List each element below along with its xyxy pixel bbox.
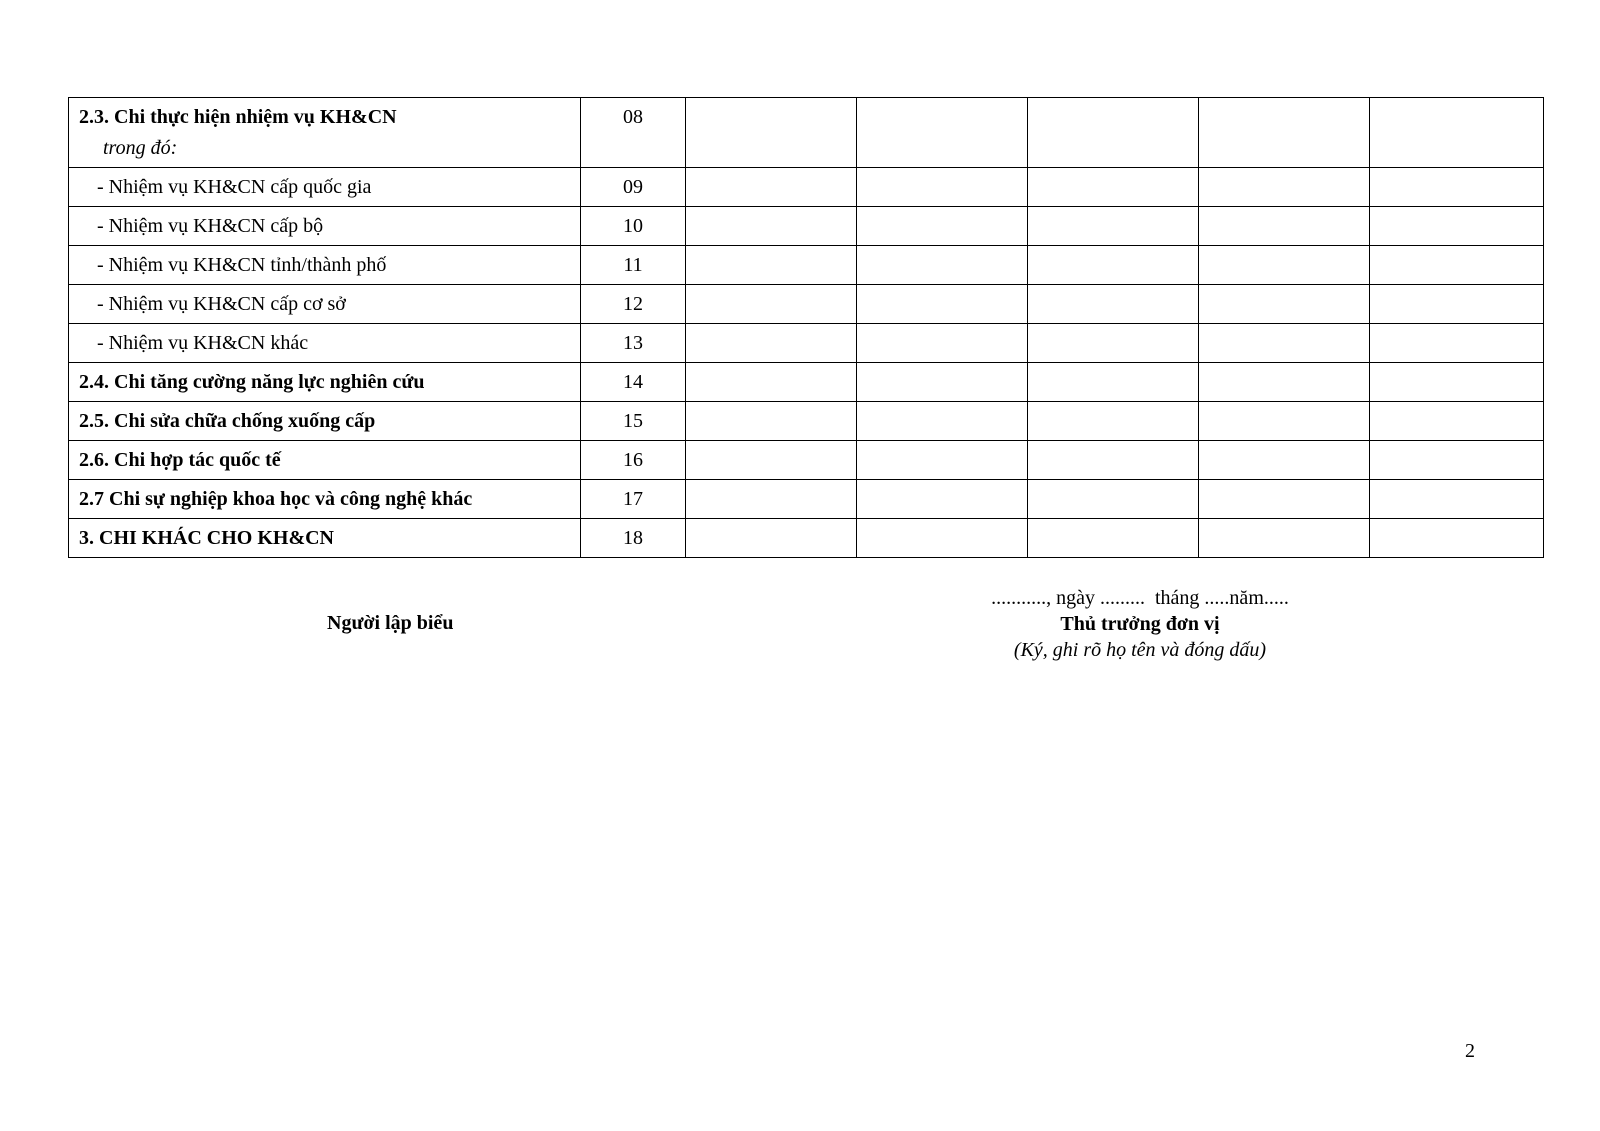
row-label-cell xyxy=(69,324,581,363)
value-cell xyxy=(1370,246,1544,285)
row-code: 12 xyxy=(623,293,643,315)
row-label: 2.5. Chi sửa chữa chống xuống cấp xyxy=(79,410,376,432)
value-cell xyxy=(686,324,857,363)
value-cell xyxy=(1028,480,1199,519)
value-cell xyxy=(1370,402,1544,441)
row-code: 11 xyxy=(623,254,643,276)
value-cell xyxy=(1370,441,1544,480)
table-row xyxy=(69,480,1544,519)
row-code-cell xyxy=(581,402,686,441)
value-cell xyxy=(1199,324,1370,363)
table-row xyxy=(69,207,1544,246)
table-row xyxy=(69,285,1544,324)
value-cell xyxy=(1370,324,1544,363)
row-code-cell xyxy=(581,285,686,324)
value-cell xyxy=(1370,207,1544,246)
value-cell xyxy=(857,98,1028,168)
value-cell xyxy=(857,519,1028,558)
value-cell xyxy=(1028,402,1199,441)
value-cell xyxy=(857,207,1028,246)
row-code: 10 xyxy=(623,215,643,237)
value-cell xyxy=(1370,285,1544,324)
row-label: - Nhiệm vụ KH&CN cấp quốc gia xyxy=(97,176,372,198)
row-code: 08 xyxy=(623,106,643,128)
value-cell xyxy=(1028,441,1199,480)
head-signature-title: Thủ trưởng đơn vị xyxy=(1060,613,1220,635)
value-cell xyxy=(857,285,1028,324)
table-row xyxy=(69,324,1544,363)
value-cell xyxy=(686,168,857,207)
value-cell xyxy=(1028,98,1199,168)
value-cell xyxy=(686,402,857,441)
value-cell xyxy=(1199,480,1370,519)
row-label-cell xyxy=(69,402,581,441)
value-cell xyxy=(1199,519,1370,558)
row-code: 17 xyxy=(623,488,643,510)
value-cell xyxy=(1028,246,1199,285)
head-signature-block xyxy=(940,585,1340,663)
row-label: 2.3. Chi thực hiện nhiệm vụ KH&CN xyxy=(79,106,397,128)
value-cell xyxy=(1199,363,1370,402)
signature-note: (Ký, ghi rõ họ tên và đóng dấu) xyxy=(1013,639,1267,661)
row-code-cell xyxy=(581,480,686,519)
row-code-cell xyxy=(581,363,686,402)
value-cell xyxy=(686,363,857,402)
table-row xyxy=(69,441,1544,480)
value-cell xyxy=(1028,207,1199,246)
value-cell xyxy=(857,441,1028,480)
value-cell xyxy=(1370,98,1544,168)
value-cell xyxy=(1199,207,1370,246)
value-cell xyxy=(857,402,1028,441)
row-label: - Nhiệm vụ KH&CN cấp bộ xyxy=(97,215,324,237)
value-cell xyxy=(857,168,1028,207)
page-number: 2 xyxy=(1465,1040,1475,1062)
row-label-cell xyxy=(69,207,581,246)
table-row xyxy=(69,402,1544,441)
value-cell xyxy=(857,480,1028,519)
row-code-cell xyxy=(581,246,686,285)
row-code: 15 xyxy=(623,410,643,432)
expenditure-table xyxy=(68,97,1544,558)
row-label-cell xyxy=(69,98,581,168)
row-code-cell xyxy=(581,168,686,207)
row-label: - Nhiệm vụ KH&CN khác xyxy=(97,332,309,354)
row-label: 2.6. Chi hợp tác quốc tế xyxy=(79,449,281,471)
value-cell xyxy=(857,324,1028,363)
table-row xyxy=(69,98,1544,168)
row-code: 18 xyxy=(623,527,643,549)
table-row xyxy=(69,168,1544,207)
row-label: - Nhiệm vụ KH&CN tỉnh/thành phố xyxy=(97,254,387,276)
value-cell xyxy=(1199,285,1370,324)
value-cell xyxy=(1370,519,1544,558)
value-cell xyxy=(1028,168,1199,207)
preparer-signature-title: Người lập biểu xyxy=(327,612,454,634)
table-row xyxy=(69,363,1544,402)
value-cell xyxy=(1370,480,1544,519)
value-cell xyxy=(1199,168,1370,207)
row-label-cell xyxy=(69,246,581,285)
value-cell xyxy=(686,207,857,246)
row-code: 13 xyxy=(623,332,643,354)
value-cell xyxy=(686,441,857,480)
value-cell xyxy=(1370,363,1544,402)
value-cell xyxy=(686,285,857,324)
row-label-cell xyxy=(69,285,581,324)
row-label-cell xyxy=(69,480,581,519)
row-code-cell xyxy=(581,441,686,480)
table-row xyxy=(69,246,1544,285)
date-line: ..........., ngày ......... tháng .....năm..... xyxy=(991,587,1289,609)
row-code: 16 xyxy=(623,449,643,471)
value-cell xyxy=(1028,363,1199,402)
row-code: 14 xyxy=(623,371,643,393)
row-label-cell xyxy=(69,441,581,480)
row-label: 2.7 Chi sự nghiệp khoa học và công nghệ khác xyxy=(79,488,473,510)
value-cell xyxy=(1199,441,1370,480)
row-label-cell xyxy=(69,519,581,558)
value-cell xyxy=(1028,519,1199,558)
value-cell xyxy=(686,480,857,519)
value-cell xyxy=(1199,98,1370,168)
value-cell xyxy=(686,246,857,285)
value-cell xyxy=(1370,168,1544,207)
row-code: 09 xyxy=(623,176,643,198)
row-label-cell xyxy=(69,363,581,402)
value-cell xyxy=(1199,246,1370,285)
row-sublabel: trong đó: xyxy=(103,137,178,159)
row-code-cell xyxy=(581,98,686,168)
row-code-cell xyxy=(581,519,686,558)
table-row xyxy=(69,519,1544,558)
row-label: 2.4. Chi tăng cường năng lực nghiên cứu xyxy=(79,371,425,393)
row-code-cell xyxy=(581,324,686,363)
value-cell xyxy=(1199,402,1370,441)
value-cell xyxy=(686,519,857,558)
value-cell xyxy=(1028,324,1199,363)
row-label-cell xyxy=(69,168,581,207)
row-code-cell xyxy=(581,207,686,246)
value-cell xyxy=(857,363,1028,402)
value-cell xyxy=(857,246,1028,285)
row-label: 3. CHI KHÁC CHO KH&CN xyxy=(79,527,334,549)
row-label: - Nhiệm vụ KH&CN cấp cơ sở xyxy=(97,293,346,315)
value-cell xyxy=(686,98,857,168)
value-cell xyxy=(1028,285,1199,324)
